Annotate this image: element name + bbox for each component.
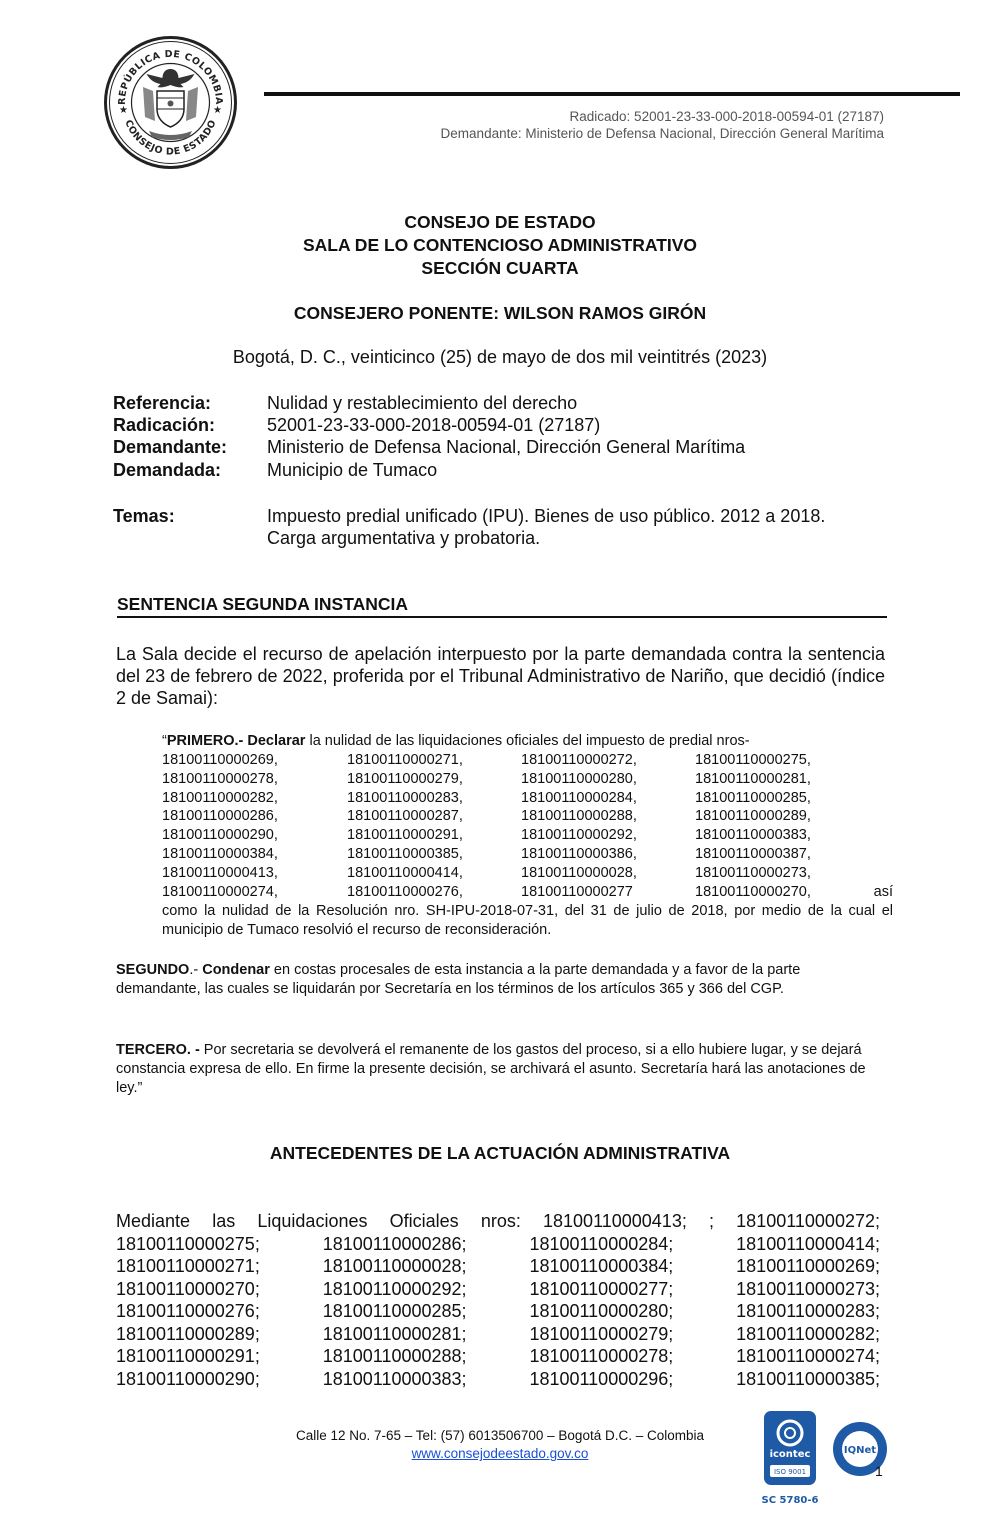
svg-text:REPÚBLICA DE COLOMBIA: REPÚBLICA DE COLOMBIA <box>116 48 225 106</box>
segundo-paragraph <box>116 961 876 999</box>
liquidacion-number: 18100110000279, <box>347 770 463 787</box>
footer-address: Calle 12 No. 7-65 – Tel: (57) 6013506700 – Bogotá D.C. – Colombia <box>295 1428 704 1443</box>
number-row <box>162 883 893 902</box>
ref-label-demandante: Demandante: <box>113 437 228 457</box>
liquidacion-number: 18100110000283, <box>347 789 463 806</box>
number-row <box>162 789 893 808</box>
intro-paragraph: La Sala decide el recurso de apelación interpuesto por la parte demandada contra la sentencia del 23 de febrero de 2022, proferida por el Tribunal Administrativo de Nariño, que decidió (índice 2 de Samai): <box>116 644 885 708</box>
liquidacion-number: 18100110000289, <box>695 808 811 825</box>
liquidacion-number: 18100110000028, <box>521 864 637 881</box>
antecedentes-word: 18100110000272; <box>736 1211 880 1231</box>
icontec-certification-logo <box>762 1411 818 1511</box>
svg-text:CONSEJO DE ESTADO: CONSEJO DE ESTADO <box>122 118 219 158</box>
svg-text:icontec: icontec <box>769 1449 811 1460</box>
date-line: Bogotá, D. C., veinticinco (25) de mayo de dos mil veintitrés (2023) <box>232 347 768 367</box>
liquidacion-number: 18100110000281, <box>695 770 811 787</box>
svg-text:IQNet: IQNet <box>843 1445 877 1456</box>
liquidacion-number: 18100110000287, <box>347 808 463 825</box>
liquidacion-number: 18100110000386, <box>521 846 637 862</box>
header-radicado: Radicado: 52001-23-33-000-2018-00594-01 (27187) <box>569 109 884 124</box>
svg-text:★: ★ <box>213 105 222 116</box>
quote-open-mark: “ <box>162 733 167 749</box>
liquidacion-number: 18100110000270, <box>695 883 811 900</box>
liquidacion-number: 18100110000272, <box>521 752 637 768</box>
liquidacion-number: 18100110000276; <box>116 1301 260 1321</box>
liquidacion-number: 18100110000279; <box>529 1323 674 1344</box>
liquidacion-number: 18100110000291, <box>347 827 463 844</box>
ref-label-referencia: Referencia: <box>113 393 212 413</box>
antecedentes-word: Mediante <box>116 1211 191 1231</box>
liquidacion-number: 18100110000286; <box>322 1233 467 1254</box>
liquidacion-number: 18100110000290, <box>162 827 278 844</box>
antecedentes-number-row <box>116 1345 880 1368</box>
number-row <box>162 751 893 770</box>
antecedentes-number-row <box>116 1233 880 1256</box>
ref-value-referencia: Nulidad y restablecimiento del derecho <box>267 393 578 413</box>
liquidacion-number: 18100110000414, <box>347 864 463 881</box>
segundo-text: en costas procesales de esta instancia a la parte demandada y a favor de la parte demandante, las cuales se liquidarán por Secretaría en los términos de los artículos 365 y 366 del CGP. <box>116 962 801 997</box>
sentencia-title: SENTENCIA SEGUNDA INSTANCIA <box>117 594 887 618</box>
liquidacion-number: 18100110000282, <box>162 789 278 806</box>
tercero-text: Por secretaria se devolverá el remanente de los gastos del proceso, si a ello hubiere lugar, y se dejará constancia expresa de ello. En firme la presente decisión, se archivará el asunto. Secretaría hará las anotaciones de ley.” <box>116 1042 866 1096</box>
liquidacion-number: 18100110000270; <box>116 1278 260 1299</box>
liquidacion-number: 18100110000273, <box>695 864 811 881</box>
liquidacion-number: 18100110000274, <box>162 883 278 900</box>
ref-value-demandante: Ministerio de Defensa Nacional, Dirección General Marítima <box>267 437 746 457</box>
liquidacion-number: 18100110000292, <box>521 827 637 844</box>
liquidacion-number: 18100110000384; <box>529 1256 674 1276</box>
court-name: CONSEJO DE ESTADO <box>404 212 596 232</box>
liquidacion-number: 18100110000383; <box>322 1368 467 1389</box>
liquidacion-number: 18100110000284; <box>529 1233 674 1254</box>
temas-label: Temas: <box>113 506 175 526</box>
liquidacion-number: 18100110000277; <box>529 1278 674 1299</box>
page-number: 1 <box>875 1463 883 1479</box>
ref-label-radicacion: Radicación: <box>113 415 216 435</box>
antecedentes-word: 18100110000413; <box>543 1211 687 1231</box>
liquidacion-number: 18100110000280, <box>521 770 637 787</box>
antecedentes-word: nros: <box>480 1211 521 1231</box>
primero-tail: como la nulidad de la Resolución nro. SH-IPU-2018-07-31, del 31 de julio de 2018, por medio de la cual el municipio de Tumaco resolvió el recurso de reconsideración. <box>162 903 893 938</box>
number-row <box>162 826 893 845</box>
liquidacion-number: 18100110000385; <box>736 1368 880 1389</box>
number-row <box>162 807 893 826</box>
ref-label-demandada: Demandada: <box>113 460 222 480</box>
antecedentes-number-row <box>116 1300 880 1323</box>
liquidacion-number: 18100110000271; <box>116 1256 260 1276</box>
liquidacion-number: 18100110000276, <box>347 883 463 900</box>
liquidacion-number: 18100110000414; <box>736 1233 880 1254</box>
number-row <box>162 864 893 883</box>
liquidacion-number: 18100110000384, <box>162 846 278 862</box>
liquidacion-number: 18100110000385, <box>347 846 463 862</box>
antecedentes-first-line <box>116 1210 880 1233</box>
liquidacion-number: 18100110000269, <box>162 752 278 768</box>
liquidacion-number: 18100110000278, <box>162 770 278 787</box>
liquidacion-number: 18100110000292; <box>322 1278 467 1299</box>
number-row <box>162 770 893 789</box>
primero-heading: PRIMERO.- Declarar <box>166 733 306 749</box>
liquidacion-number: 18100110000273; <box>736 1278 880 1299</box>
liquidacion-number: 18100110000283; <box>736 1301 880 1321</box>
liquidacion-number: 18100110000291; <box>116 1346 260 1366</box>
antecedentes-title: ANTECEDENTES DE LA ACTUACIÓN ADMINISTRATIVA <box>269 1143 731 1163</box>
antecedentes-number-grid <box>116 1210 880 1395</box>
liquidacion-number: 18100110000271, <box>347 752 463 768</box>
liquidacion-number: 18100110000383, <box>695 827 811 844</box>
liquidacion-number: 18100110000274; <box>736 1346 880 1366</box>
header-demandante: Demandante: Ministerio de Defensa Nacional, Dirección General Marítima <box>440 126 884 141</box>
liquidacion-number: 18100110000275; <box>116 1233 260 1254</box>
tercero-paragraph <box>116 1041 876 1098</box>
antecedentes-number-row <box>116 1255 880 1278</box>
liquidacion-number: 18100110000413, <box>162 864 278 881</box>
liquidacion-number: 18100110000289; <box>116 1323 260 1344</box>
antecedentes-number-row <box>116 1368 880 1391</box>
liquidacion-number: 18100110000286, <box>162 808 278 825</box>
quote-primero-line <box>162 732 893 751</box>
liquidacion-number: 18100110000296; <box>529 1368 674 1389</box>
court-section: SECCIÓN CUARTA <box>421 258 579 278</box>
liquidacion-number: 18100110000280; <box>529 1301 674 1321</box>
antecedentes-number-row <box>116 1323 880 1346</box>
segundo-heading: SEGUNDO <box>116 962 190 978</box>
liquidacion-number: 18100110000288, <box>521 808 637 825</box>
liquidacion-number: 18100110000277 <box>521 883 633 900</box>
liquidacion-number: 18100110000281; <box>322 1323 467 1344</box>
header-rule <box>264 92 960 96</box>
segundo-verb: Condenar <box>202 962 270 978</box>
svg-text:SC 5780-6: SC 5780-6 <box>762 1495 818 1506</box>
court-chamber: SALA DE LO CONTENCIOSO ADMINISTRATIVO <box>302 235 698 255</box>
liquidacion-number: 18100110000285; <box>322 1301 467 1321</box>
primero-number-grid <box>162 751 893 902</box>
consejo-de-estado-seal <box>103 35 238 170</box>
svg-text:★: ★ <box>119 105 128 116</box>
liquidacion-number: 18100110000288; <box>322 1346 467 1366</box>
liquidacion-number: 18100110000269; <box>736 1256 880 1276</box>
antecedentes-word: Oficiales <box>389 1211 459 1231</box>
antecedentes-word: las <box>212 1211 236 1231</box>
temas-line2: Carga argumentativa y probatoria. <box>267 528 541 548</box>
liquidacion-number: 18100110000275, <box>695 752 811 768</box>
liquidacion-number: 18100110000290; <box>116 1368 260 1389</box>
segundo-sep: .- <box>189 962 203 978</box>
ref-value-radicacion: 52001-23-33-000-2018-00594-01 (27187) <box>267 415 601 435</box>
temas-line1: Impuesto predial unificado (IPU). Bienes de uso público. 2012 a 2018. <box>267 506 826 526</box>
tercero-heading: TERCERO. - <box>116 1042 200 1058</box>
number-row <box>162 845 893 864</box>
primero-text: la nulidad de las liquidaciones oficiales del impuesto de predial nros- <box>309 733 750 749</box>
liquidacion-number: 18100110000282; <box>736 1323 880 1344</box>
svg-text:ISO 9001: ISO 9001 <box>773 1468 807 1476</box>
liquidacion-number: 18100110000284, <box>521 789 637 806</box>
liquidacion-number: 18100110000278; <box>529 1346 674 1366</box>
consejero-ponente: CONSEJERO PONENTE: WILSON RAMOS GIRÓN <box>293 303 707 323</box>
liquidacion-number: 18100110000285, <box>695 789 811 806</box>
liquidacion-number: así <box>873 883 893 900</box>
footer-website-link[interactable]: www.consejodeestado.gov.co <box>411 1446 589 1461</box>
liquidacion-number: 18100110000387, <box>695 846 811 862</box>
antecedentes-word: ; <box>709 1211 715 1231</box>
antecedentes-word: Liquidaciones <box>257 1211 368 1231</box>
antecedentes-number-row <box>116 1278 880 1301</box>
liquidacion-number: 18100110000028; <box>322 1256 467 1276</box>
ref-value-demandada: Municipio de Tumaco <box>267 460 438 480</box>
